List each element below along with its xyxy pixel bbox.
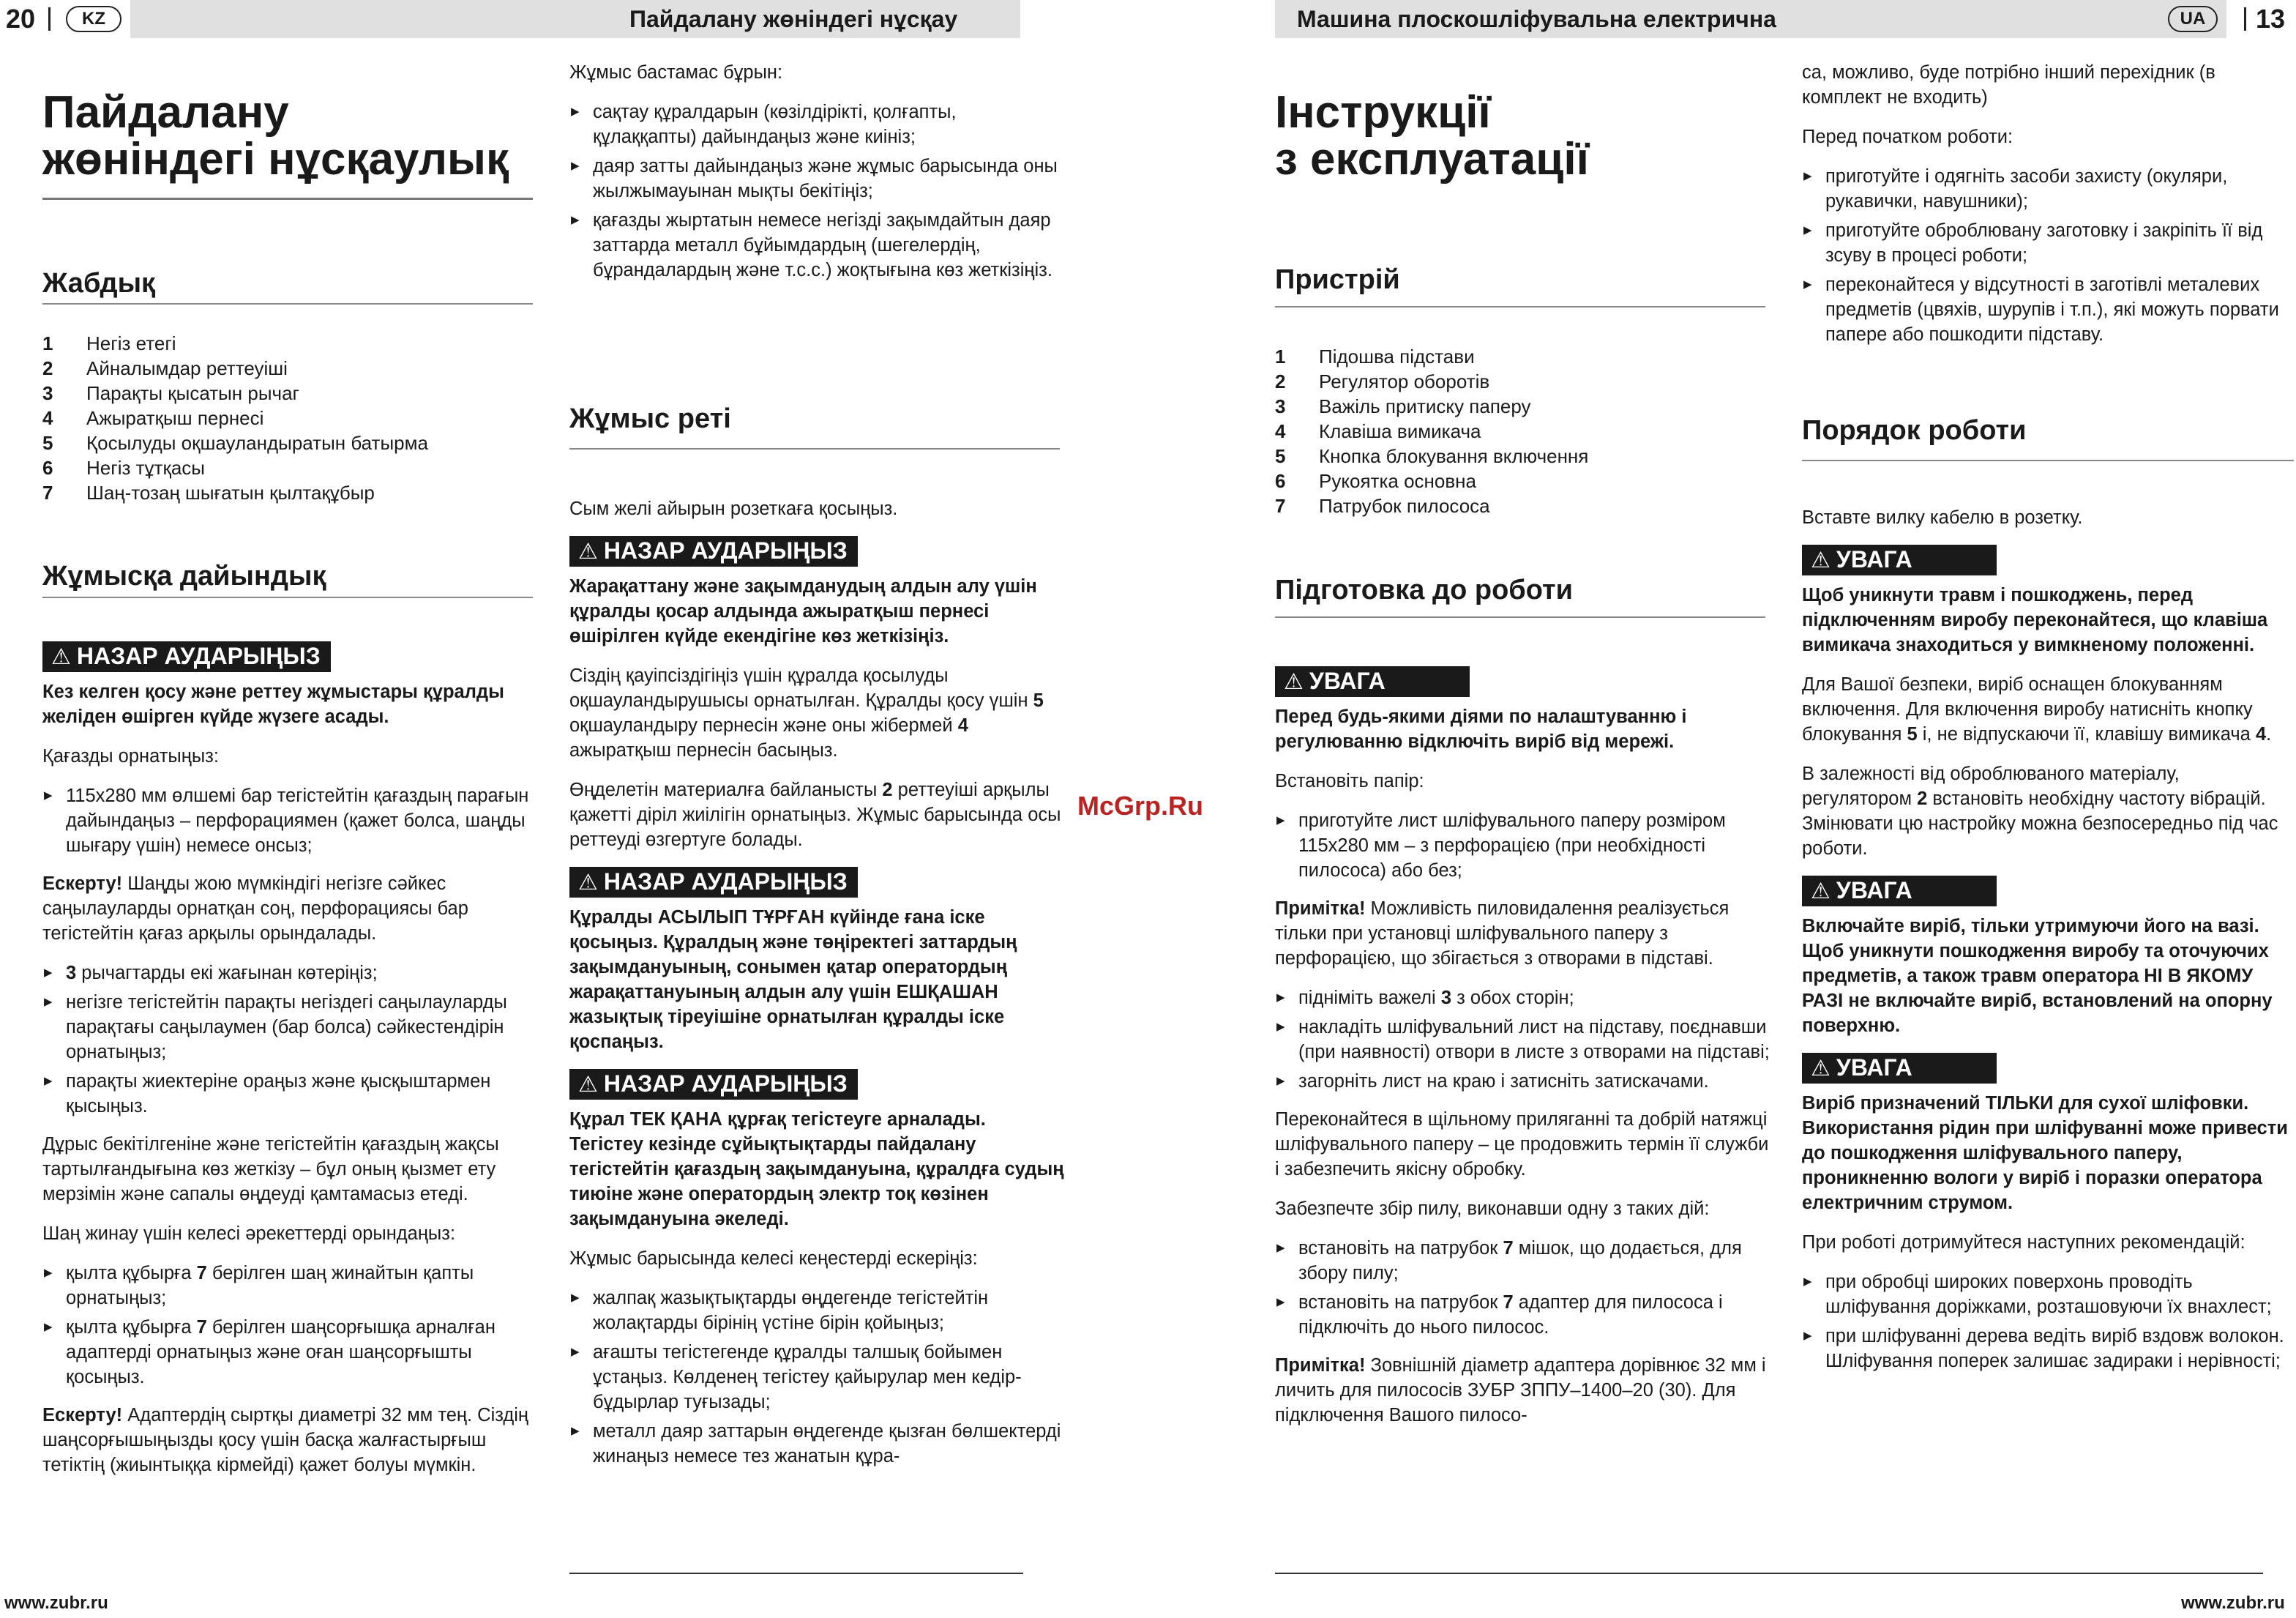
warning-triangle-icon: ⚠ — [1284, 670, 1304, 694]
page-number-left: 20 — [6, 4, 36, 34]
list-item: ▶ қылта құбырға 7 берілген шаңсорғышқа арналған адаптерді орнатыңыз және оған шаңсорғышты қосыңыз. — [42, 1315, 537, 1390]
list-item: ▶ парақты жиектеріне ораңыз және қысқыштармен қысыңыз. — [42, 1069, 537, 1119]
item-label: Парақты қысатын рычаг — [86, 382, 300, 404]
note: Ескерту! Адаптердің сыртқы диаметрі 32 мм тең. Сіздің шаңсорғышыңызды қосу үшін басқа жалғастырғыш тетіктің (жиынтыққа кірмейді) қажет болуы мүмкін. — [42, 1405, 529, 1475]
section-rule — [569, 448, 1060, 450]
item-number: 4 — [1275, 420, 1286, 442]
item-label: Ажыратқыш пернесі — [86, 407, 264, 429]
item-label: Патрубок пилососа — [1319, 495, 1490, 517]
item-number: 7 — [42, 482, 53, 504]
warning-triangle-icon: ⚠ — [51, 645, 71, 669]
warning-triangle-icon: ⚠ — [578, 540, 598, 564]
bullet-list — [1275, 1236, 1770, 1340]
paragraph: Переконайтеся в щільному приляганні та добрій натяжці шліфувального паперу – це продовжить термін її служби і забезпечить якісну обробку. — [1275, 1109, 1769, 1179]
footer-rule-right — [1275, 1573, 2263, 1574]
item-label: Важіль притиску паперу — [1319, 395, 1531, 417]
warning-banner: ⚠ НАЗАР АУДАРЫҢЫЗ — [569, 536, 858, 567]
list-item: ▶ встановіть на патрубок 7 мішок, що додається, для збору пилу; — [1275, 1236, 1770, 1286]
page-number-divider — [48, 7, 51, 31]
item-label: Клавіша вимикача — [1319, 420, 1481, 442]
item-label: Рукоятка основна — [1319, 470, 1476, 492]
page-number-right: 13 — [2256, 4, 2286, 34]
warning-text: Құрал ТЕК ҚАНА құрғақ тегістеуге арналады. Тегістеу кезінде сұйықтықтарды пайдалану тегістейтін қағаздың зақымдануына, құралдға судың тиюіне және оператордың электр тоқ көзінен зақымдануына әкеледі. — [569, 1109, 1064, 1229]
list-item: ▶ қағазды жыртатын немесе негізді зақымдайтын даяр заттарда металл бұйымдардың (шегелердің, бұрандалардың және т.с.с.) жоқтығына көз жеткізіңіз. — [569, 208, 1064, 283]
numbered-list-item — [1275, 469, 1765, 493]
item-label: Негіз тұтқасы — [86, 457, 205, 479]
item-number: 3 — [42, 382, 53, 404]
warning-text: Кез келген қосу және реттеу жұмыстары құралды желіден өшірген күйде жүзеге асады. — [42, 682, 504, 727]
list-item: ▶ переконайтеся у відсутності в заготівлі металевих предметів (цвяхів, шурупів і т.п.), які можуть порвати папере або пошкодити підставу. — [1802, 272, 2294, 347]
paragraph: Сым желі айырын розеткаға қосыңыз. — [569, 499, 898, 519]
item-number: 1 — [42, 332, 53, 354]
item-number: 6 — [42, 457, 53, 479]
numbered-list-item — [42, 381, 540, 406]
section-rule — [1275, 616, 1765, 618]
warning-triangle-icon: ⚠ — [1811, 1056, 1831, 1081]
item-label: Кнопка блокування включення — [1319, 445, 1589, 467]
paragraph: В залежності від оброблюваного матеріалу, регулятором 2 встановіть необхідну частоту вібрацій. Змінювати цю настройку можна безпосередньо під час роботи. — [1802, 764, 2278, 859]
section-heading-order-left: Жұмыс реті — [569, 403, 731, 434]
paragraph: Дұрыс бекітілгеніне және тегістейтін қағаздың жақсы тартылғандығына көз жеткізу – бұл оның қызмет ету мерзімін және сапалы өңдеуді қамтамасыз етеді. — [42, 1134, 499, 1204]
numbered-list-item — [1275, 444, 1765, 469]
item-label: Підошва підстави — [1319, 346, 1475, 368]
column-2-lower — [569, 496, 1064, 1482]
list-item: ▶ загорніть лист на краю і затисніть затискачами. — [1275, 1069, 1770, 1094]
list-item: ▶ при шліфуванні дерева ведіть виріб вздовж волокон. Шліфування поперек залишає задираки і нерівності; — [1802, 1324, 2294, 1373]
item-label: Шаң-тозаң шығатын қылтақұбыр — [86, 482, 375, 504]
section-heading-order-right: Порядок роботи — [1802, 415, 2027, 446]
paragraph: Өңделетін материалға байланысты 2 реттеуіші арқылы қажетті діріл жиілігін орнатыңыз. Жұмыс барысында осы реттеуді өзгертуге болады. — [569, 780, 1061, 850]
warning-text: Щоб уникнути травм і пошкоджень, перед підключенням виробу переконайтеся, що клавіша вимикача знаходиться у вимкненому положенні. — [1802, 585, 2268, 655]
section-heading-device: Пристрій — [1275, 264, 1400, 295]
header-title-right: Машина плоскошліфувальна електрична — [1297, 6, 1776, 32]
paragraph: Вставте вилку кабелю в розетку. — [1802, 507, 2083, 528]
bullet-list — [42, 783, 537, 858]
list-item: ▶ приготуйте і одягніть засоби захисту (окуляри, рукавички, навушники); — [1802, 164, 2294, 214]
numbered-list-item — [1275, 369, 1765, 394]
numbered-list-item — [42, 430, 540, 455]
list-item: ▶ 3 рычагтарды екі жағынан көтеріңіз; — [42, 961, 537, 985]
numbered-list-item — [1275, 493, 1765, 518]
note: Примітка! Можливість пиловидалення реалізується тільки при установці шліфувального паперу з перфорацією, що збігається з отворами в підставі. — [1275, 898, 1730, 969]
warning-banner: ⚠ УВАГА — [1802, 545, 1997, 575]
item-label: Регулятор оборотів — [1319, 370, 1490, 392]
list-item: ▶ даяр затты дайындаңыз және жұмыс барысында оны жылжымауынан мықты бекітіңіз; — [569, 154, 1064, 204]
bullet-list — [569, 1286, 1064, 1469]
numbered-list-item — [42, 331, 540, 356]
main-title-left: Пайдалану жөніндегі нұсқаулық — [42, 87, 509, 184]
paragraph: Жұмыс бастамас бұрын: — [569, 62, 783, 83]
warning-triangle-icon: ⚠ — [1811, 879, 1831, 903]
warning-triangle-icon: ⚠ — [578, 1073, 598, 1097]
footer-url-left[interactable]: www.zubr.ru — [4, 1593, 108, 1613]
numbered-list-item — [1275, 394, 1765, 419]
list-item: ▶ накладіть шліфувальний лист на підставу, поєднавши (при наявності) отвори в листе з отворами на підставі; — [1275, 1015, 1770, 1065]
list-item: ▶ приготуйте оброблювану заготовку і закріпіть її від зсуву в процесі роботи; — [1802, 218, 2294, 268]
list-item: ▶ негізге тегістейтін парақты негіздегі саңылауларды парақтағы саңылаумен (бар болса) сәйкестендірін орнатыңыз; — [42, 990, 537, 1065]
note: Примітка! Зовнішній діаметр адаптера дорівнює 32 мм і личить для пилососів ЗУБР ЗППУ–1400–20 (30). Для підключення Вашого пилосо- — [1275, 1355, 1766, 1425]
footer-rule-left — [569, 1573, 1023, 1574]
main-title-right: Інструкції з експлуатації — [1275, 87, 1590, 184]
numbered-list-item — [42, 356, 540, 381]
item-number: 6 — [1275, 470, 1286, 492]
list-item: ▶ ағашты тегістегенде құралды талшық бойымен ұстаңыз. Көлденең тегістеу қайырулар мен кедір-бұдырлар туғызады; — [569, 1340, 1064, 1414]
item-label: Айналымдар реттеуіші — [86, 357, 288, 379]
column-3 — [1275, 666, 1770, 1442]
equipment-list — [42, 331, 540, 505]
warning-text: Перед будь-якими діями по налаштуванню і регулюванню відключіть виріб від мережі. — [1275, 707, 1687, 752]
item-number: 3 — [1275, 395, 1286, 417]
list-item: ▶ жалпақ жазықтықтарды өңдегенде тегістейтін жолақтарды бірінің үстіне бірін қойыңыз; — [569, 1286, 1064, 1335]
section-rule — [42, 597, 533, 598]
warning-triangle-icon: ⚠ — [1811, 548, 1831, 573]
section-heading-equipment: Жабдық — [42, 268, 156, 299]
section-heading-prep-right: Підготовка до роботи — [1275, 575, 1573, 605]
section-rule — [1275, 306, 1765, 307]
language-badge-kz: KZ — [66, 6, 121, 32]
list-item: ▶ сақтау құралдарын (көзілдірікті, қолғапты, құлаққапты) дайындаңыз және киініз; — [569, 100, 1064, 149]
column-2 — [569, 60, 1064, 296]
list-item: ▶ підніміть важелі 3 з обох сторін; — [1275, 985, 1770, 1010]
bullet-list — [569, 100, 1064, 283]
warning-banner: ⚠ НАЗАР АУДАРЫҢЫЗ — [569, 867, 858, 898]
item-number: 7 — [1275, 495, 1286, 517]
paragraph: Қағазды орнатыңыз: — [42, 746, 219, 767]
item-number: 5 — [1275, 445, 1286, 467]
item-label: Қосылуды оқшауландыратын батырма — [86, 432, 428, 454]
paragraph: Шаң жинау үшін келесі әрекеттерді орындаңыз: — [42, 1223, 456, 1244]
item-number: 4 — [42, 407, 53, 429]
numbered-list-item — [42, 480, 540, 505]
footer-url-right[interactable]: www.zubr.ru — [2181, 1593, 2285, 1613]
warning-banner: ⚠ НАЗАР АУДАРЫҢЫЗ — [569, 1069, 858, 1100]
watermark: McGrp.Ru — [1077, 791, 1204, 821]
paragraph: Для Вашої безпеки, виріб оснащен блокуванням включення. Для включення виробу натисніть кнопку блокування 5 і, не відпускаючи її, клавішу вимикача 4. — [1802, 674, 2272, 745]
list-item: ▶ приготуйте лист шліфувального паперу розміром 115x280 мм – з перфорацією (при необхідності пилососа) або без; — [1275, 808, 1770, 883]
note: Ескерту! Шаңды жою мүмкіндігі негізге сәйкес саңылауларды орнатқан соң, перфорациясы бар тегістейтін қағаз арқылы орындалады. — [42, 873, 468, 944]
header-title-left: Пайдалану жөніндегі нұсқау — [629, 6, 958, 32]
item-number: 2 — [42, 357, 53, 379]
paragraph: Забезпечте збір пилу, виконавши одну з таких дій: — [1275, 1198, 1710, 1219]
warning-text: Включайте виріб, тільки утримуючи його на вазі. Щоб уникнути пошкодження виробу та оточуючих предметів, а також травм оператора НІ В ЯКОМУ РАЗІ не включайте виріб, встановлений на опорну поверхню. — [1802, 916, 2273, 1036]
list-item: ▶ встановіть на патрубок 7 адаптер для пилососа і підключіть до нього пилосос. — [1275, 1290, 1770, 1340]
section-heading-prep-left: Жұмысқа дайындық — [42, 561, 326, 592]
list-item: ▶ при обробці широких поверхонь проводіть шліфування доріжками, розташовуючи їх внахлест; — [1802, 1270, 2294, 1319]
item-number: 2 — [1275, 370, 1286, 392]
warning-triangle-icon: ⚠ — [578, 870, 598, 895]
paragraph: Сіздің қауіпсіздігіңіз үшін құралда қосылуды оқшауландырушысы орнатылған. Құралды қосу үшін 5 оқшауландыру пернесін және оны жібермей 4 ажыратқыш пернесін басыңыз. — [569, 666, 1044, 761]
paragraph: При роботі дотримуйтеся наступних рекомендацій: — [1802, 1232, 2245, 1253]
device-list — [1275, 344, 1765, 518]
warning-banner: ⚠ УВАГА — [1275, 666, 1470, 697]
list-item: ▶ қылта құбырға 7 берілген шаң жинайтын қапты орнатыңыз; — [42, 1261, 537, 1311]
paragraph: са, можливо, буде потрібно інший перехідник (в комплект не входить) — [1802, 62, 2215, 108]
bullet-list — [1275, 808, 1770, 883]
column-4 — [1802, 60, 2294, 360]
numbered-list-item — [42, 406, 540, 430]
paragraph: Встановіть папір: — [1275, 771, 1424, 791]
numbered-list-item — [42, 455, 540, 480]
language-badge-ua: UA — [2168, 6, 2218, 32]
warning-text: Виріб призначений ТІЛЬКИ для сухої шліфовки. Використання рідин при шліфуванні може привести до пошкодження шліфувального паперу, проникненню вологи у виріб і поразки оператора електричним струмом. — [1802, 1093, 2288, 1213]
numbered-list-item — [1275, 419, 1765, 444]
warning-text: Жарақаттану және зақымданудың алдын алу үшін құралды қосар алдында ажыратқыш пернесі өшірілген күйде екендігіне көз жеткізіңіз. — [569, 576, 1037, 646]
title-rule-left — [42, 198, 533, 200]
warning-banner: ⚠ НАЗАР АУДАРЫҢЫЗ — [42, 641, 331, 672]
column-4-lower — [1802, 505, 2294, 1387]
bullet-list — [42, 1261, 537, 1390]
warning-banner: ⚠ УВАГА — [1802, 876, 1997, 906]
bullet-list — [1275, 985, 1770, 1094]
item-label: Негіз етегі — [86, 332, 176, 354]
item-number: 1 — [1275, 346, 1286, 368]
bullet-list — [1802, 164, 2294, 347]
bullet-list — [1802, 1270, 2294, 1373]
warning-text: Құралды АСЫЛЫП ТҰРҒАН күйінде ғана іске қосыңыз. Құралдың және төңіректегі заттардың зақымдануының, сонымен қатар оператордың жарақаттануының алдын алу үшін ЕШҚАШАН жазықтық тіреуішіне орнатылған құралды іске қоспаңыз. — [569, 907, 1017, 1052]
paragraph: Жұмыс барысында келесі кеңестерді ескеріңіз: — [569, 1248, 978, 1269]
paragraph: Перед початком роботи: — [1802, 127, 2013, 147]
warning-banner: ⚠ УВАГА — [1802, 1053, 1997, 1084]
list-item: ▶ 115x280 мм өлшемі бар тегістейтін қағаздың парағын дайындаңыз – перфорациямен (қажет болса, шаңды шығару үшін) немесе онсыз; — [42, 783, 537, 858]
section-rule — [1802, 460, 2294, 461]
numbered-list-item — [1275, 344, 1765, 369]
section-rule — [42, 303, 533, 305]
page-number-divider — [2244, 7, 2246, 31]
item-number: 5 — [42, 432, 53, 454]
column-1 — [42, 641, 537, 1492]
bullet-list — [42, 961, 537, 1119]
list-item: ▶ металл даяр заттарын өңдегенде қызған бөлшектерді жинаңыз немесе тез жанатын құра- — [569, 1419, 1064, 1469]
